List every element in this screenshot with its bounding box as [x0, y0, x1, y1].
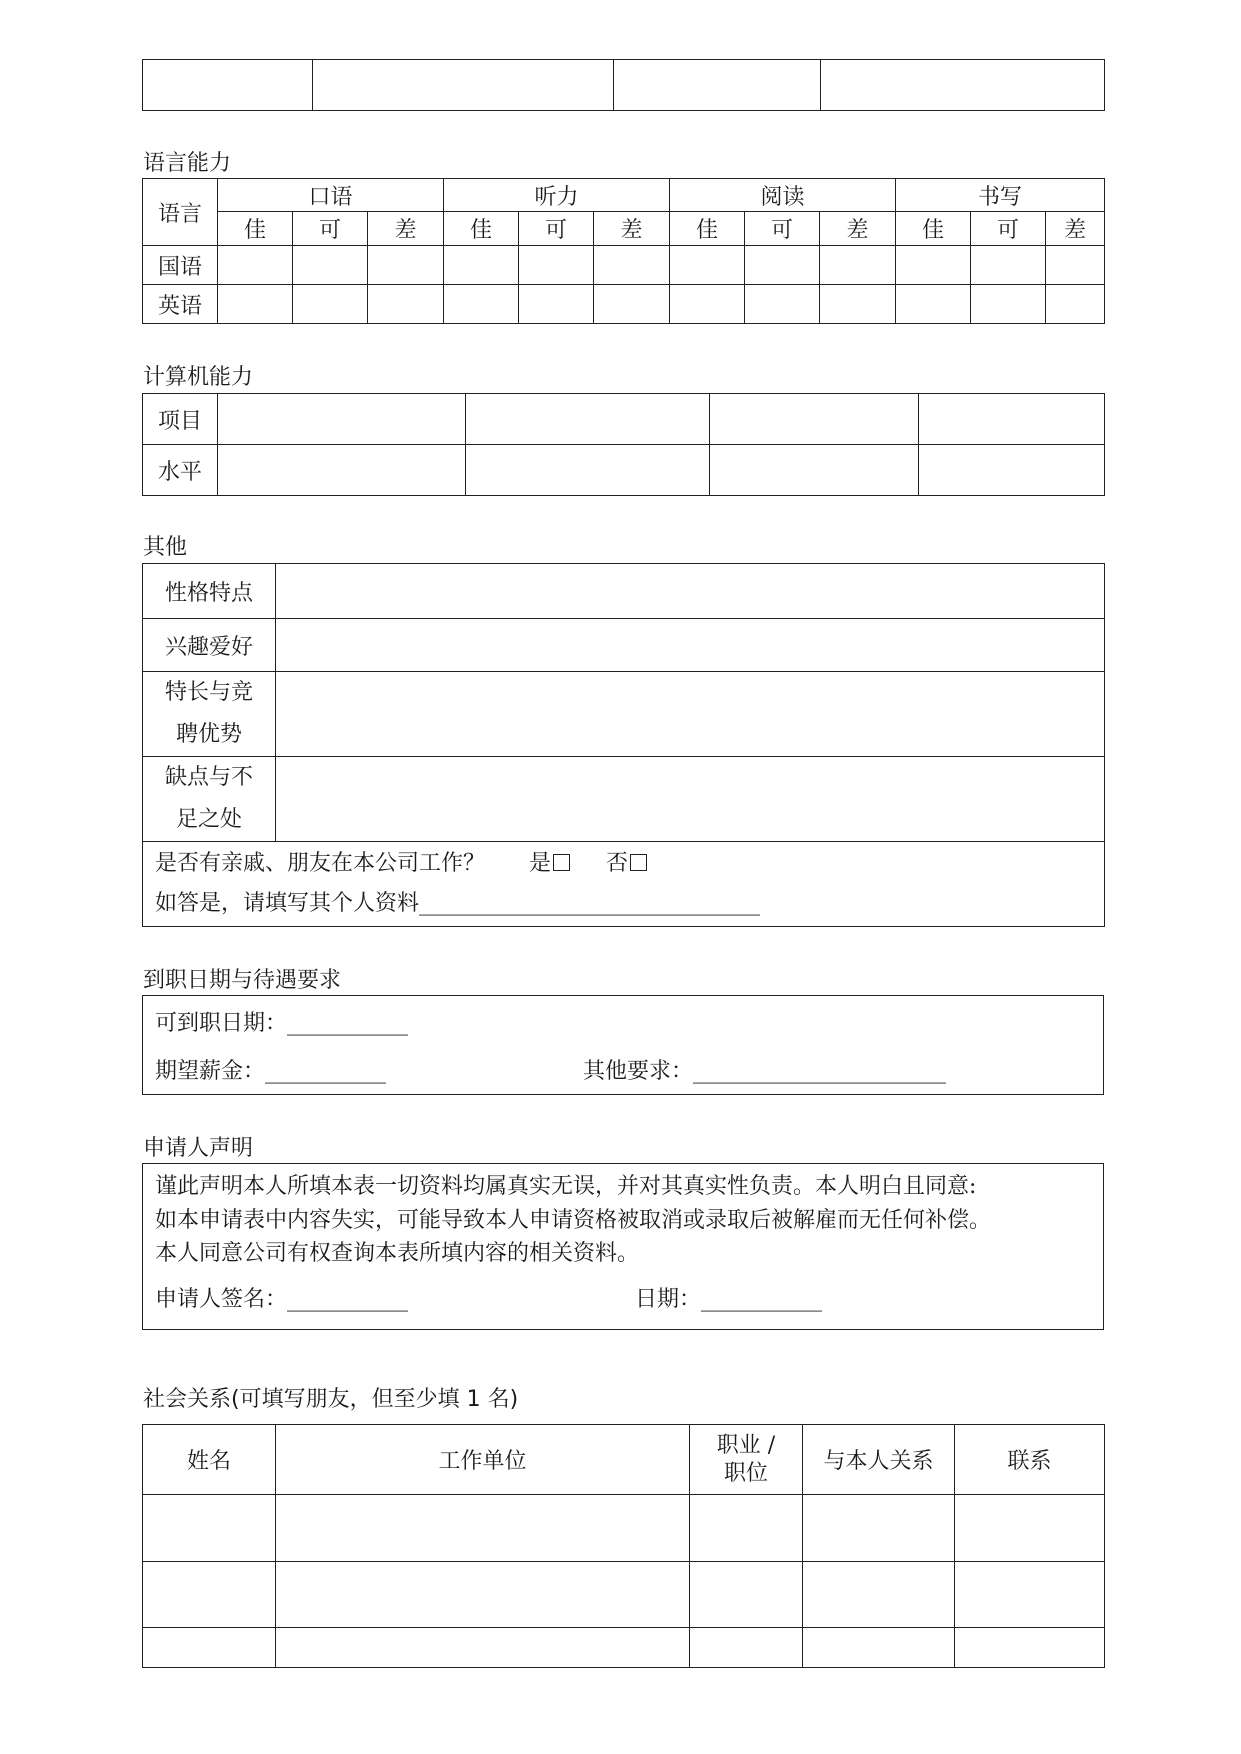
table-row [143, 564, 1105, 619]
table-cell[interactable] [919, 445, 1105, 496]
table-cell[interactable] [444, 285, 519, 324]
table-cell[interactable] [368, 246, 444, 285]
language-english: 英语 [143, 285, 218, 324]
level-poor: 差 [820, 212, 896, 246]
onboard-box [142, 995, 1104, 1095]
table-cell[interactable] [368, 285, 444, 324]
table-cell[interactable] [466, 394, 710, 445]
no-label: 否 [606, 851, 629, 876]
declaration-line2: 如本申请表中内容失实，可能导致本人申请资格被取消或录取后被解雇而无任何补偿。 [155, 1208, 992, 1233]
skill-speaking: 口语 [218, 179, 444, 212]
table-cell[interactable] [803, 1562, 955, 1628]
language-table [142, 178, 1105, 324]
col-company: 工作单位 [276, 1425, 690, 1495]
level-fair: 可 [971, 212, 1046, 246]
table-header-row [143, 1425, 1105, 1495]
onboard-heading: 到职日期与待遇要求 [143, 968, 342, 993]
skill-writing: 书写 [896, 179, 1105, 212]
level-poor: 差 [368, 212, 444, 246]
table-cell[interactable] [519, 285, 594, 324]
other-requirements-field[interactable]: 其他要求：_______________________ [583, 1059, 947, 1084]
table-cell[interactable] [444, 246, 519, 285]
table-cell[interactable] [293, 246, 368, 285]
table-cell[interactable] [1046, 246, 1105, 285]
table-row [143, 1628, 1105, 1668]
weakness-label [143, 757, 276, 842]
table-row [143, 445, 1105, 496]
relatives-cell [143, 842, 1105, 927]
signature-field[interactable]: 申请人签名：___________ [155, 1287, 409, 1312]
table-cell[interactable] [670, 285, 745, 324]
table-cell[interactable] [690, 1495, 803, 1562]
table-cell[interactable] [745, 285, 820, 324]
language-heading: 语言能力 [143, 151, 232, 176]
social-heading: 社会关系(可填写朋友，但至少填 1 名) [143, 1387, 519, 1412]
table-cell[interactable] [955, 1495, 1105, 1562]
table-cell[interactable] [313, 60, 614, 111]
hobbies-field[interactable] [276, 619, 1105, 672]
table-cell[interactable] [143, 1562, 276, 1628]
table-cell[interactable] [803, 1628, 955, 1668]
table-cell[interactable] [594, 246, 670, 285]
table-cell[interactable] [710, 394, 919, 445]
col-contact: 联系 [955, 1425, 1105, 1495]
other-heading: 其他 [143, 535, 188, 560]
table-cell[interactable] [745, 246, 820, 285]
table-cell[interactable] [821, 60, 1105, 111]
top-partial-table [142, 59, 1105, 111]
table-cell[interactable] [466, 445, 710, 496]
salary-field[interactable]: 期望薪金：___________ [155, 1059, 387, 1084]
table-cell[interactable] [143, 1628, 276, 1668]
no-checkbox[interactable] [630, 854, 647, 871]
table-cell[interactable] [1046, 285, 1105, 324]
col-position-line1: 职业 / [716, 1432, 776, 1458]
declaration-line3: 本人同意公司有权查询本表所填内容的相关资料。 [155, 1241, 640, 1266]
computer-table [142, 393, 1105, 496]
declaration-box [142, 1163, 1104, 1330]
table-cell[interactable] [896, 246, 971, 285]
col-name: 姓名 [143, 1425, 276, 1495]
table-cell[interactable] [276, 1628, 690, 1668]
table-cell[interactable] [919, 394, 1105, 445]
relatives-question-line [155, 844, 1104, 884]
computer-item-label: 项目 [143, 394, 218, 445]
table-cell[interactable] [670, 246, 745, 285]
table-cell[interactable] [971, 285, 1046, 324]
table-cell[interactable] [276, 1562, 690, 1628]
strengths-label-line2: 聘优势 [175, 722, 242, 747]
level-good: 佳 [444, 212, 519, 246]
table-cell[interactable] [276, 1495, 690, 1562]
strengths-field[interactable] [276, 672, 1105, 757]
language-col-header: 语言 [143, 179, 218, 246]
weakness-field[interactable] [276, 757, 1105, 842]
table-cell[interactable] [820, 246, 896, 285]
computer-level-label: 水平 [143, 445, 218, 496]
table-row [143, 1495, 1105, 1562]
hobbies-label: 兴趣爱好 [143, 619, 276, 672]
col-relation: 与本人关系 [803, 1425, 955, 1495]
skill-listening: 听力 [444, 179, 670, 212]
table-row [143, 285, 1105, 324]
level-poor: 差 [1046, 212, 1105, 246]
table-cell[interactable] [690, 1628, 803, 1668]
col-position-line2: 职位 [723, 1460, 768, 1486]
level-good: 佳 [896, 212, 971, 246]
table-cell[interactable] [218, 445, 466, 496]
table-cell[interactable] [955, 1562, 1105, 1628]
declaration-line1: 谨此声明本人所填本表一切资料均属真实无误，并对其真实性负责。本人明白且同意: [155, 1174, 977, 1199]
personality-label: 性格特点 [143, 564, 276, 619]
table-cell[interactable] [218, 394, 466, 445]
level-fair: 可 [293, 212, 368, 246]
level-fair: 可 [519, 212, 594, 246]
table-cell[interactable] [293, 285, 368, 324]
table-cell[interactable] [803, 1495, 955, 1562]
table-cell[interactable] [594, 285, 670, 324]
table-row [143, 1562, 1105, 1628]
declaration-heading: 申请人声明 [143, 1136, 254, 1161]
table-cell[interactable] [218, 246, 293, 285]
yes-label: 是 [529, 851, 552, 876]
table-row [143, 672, 1105, 757]
table-row [143, 394, 1105, 445]
table-cell[interactable] [971, 246, 1046, 285]
table-cell[interactable] [820, 285, 896, 324]
table-cell[interactable] [690, 1562, 803, 1628]
table-cell[interactable] [896, 285, 971, 324]
personality-field[interactable] [276, 564, 1105, 619]
strengths-label-line1: 特长与竞 [164, 680, 253, 705]
relatives-question: 是否有亲戚、朋友在本公司工作？ [155, 851, 486, 876]
table-cell[interactable] [614, 60, 821, 111]
table-cell[interactable] [519, 246, 594, 285]
table-cell[interactable] [218, 285, 293, 324]
social-table [142, 1424, 1105, 1668]
table-cell[interactable] [710, 445, 919, 496]
level-good: 佳 [670, 212, 745, 246]
table-row [143, 842, 1105, 927]
start-date-field[interactable]: 可到职日期：___________ [155, 1011, 409, 1036]
computer-heading: 计算机能力 [143, 365, 254, 390]
strengths-label [143, 672, 276, 757]
level-good: 佳 [218, 212, 293, 246]
skill-reading: 阅读 [670, 179, 896, 212]
yes-checkbox[interactable] [553, 854, 570, 871]
level-poor: 差 [594, 212, 670, 246]
level-fair: 可 [745, 212, 820, 246]
table-row [143, 757, 1105, 842]
if-yes-line[interactable]: 如答是，请填写其个人资料_______________________________ [155, 891, 761, 916]
table-cell[interactable] [143, 60, 313, 111]
table-cell[interactable] [143, 1495, 276, 1562]
date-field[interactable]: 日期：___________ [635, 1287, 823, 1312]
language-mandarin: 国语 [143, 246, 218, 285]
other-table [142, 563, 1105, 927]
table-row [143, 246, 1105, 285]
col-position [690, 1425, 803, 1495]
weakness-label-line2: 足之处 [175, 807, 242, 832]
table-row [143, 619, 1105, 672]
table-cell[interactable] [955, 1628, 1105, 1668]
weakness-label-line1: 缺点与不 [164, 765, 253, 790]
